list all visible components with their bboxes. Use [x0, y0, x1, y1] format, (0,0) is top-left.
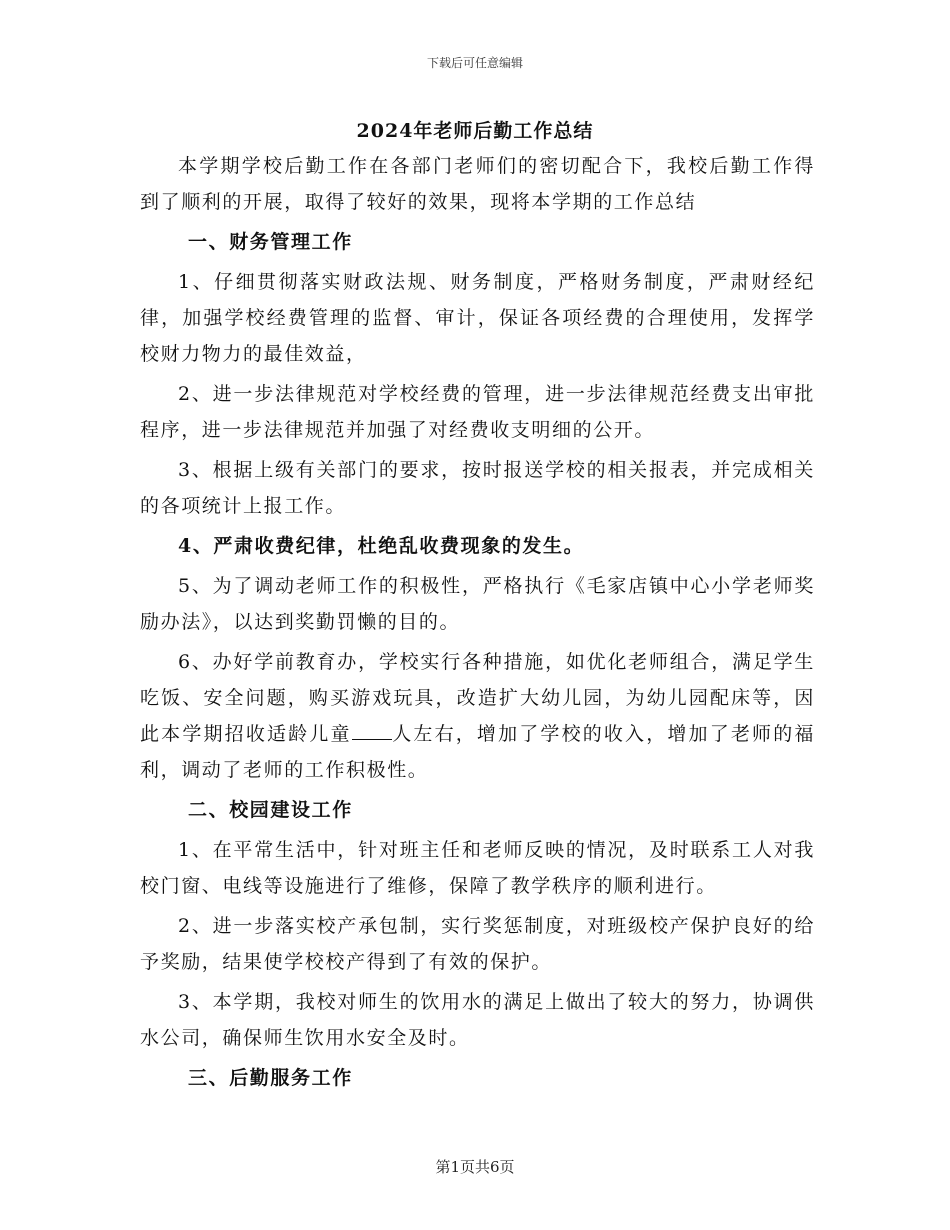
campus-item-2: 2、进一步落实校产承包制，实行奖惩制度，对班级校产保护良好的给予奖励，结果使学校校产得到了有效的保护。 [140, 915, 815, 973]
finance-item-6-part2: 人左右，增加了学校的收入，增加了老师的福利，调动了老师的工作积极性。 [140, 723, 815, 781]
finance-item-2: 2、进一步法律规范对学校经费的管理，进一步法律规范经费支出审批程序，进一步法律规范并加强了对经费收支明细的公开。 [140, 383, 815, 441]
section-heading-campus: 二、校园建设工作 [188, 799, 353, 821]
finance-item-1: 1、仔细贯彻落实财政法规、财务制度，严格财务制度，严肃财经纪律，加强学校经费管理的监督、审计，保证各项经费的合理使用，发挥学校财力物力的最佳效益， [140, 271, 815, 365]
section-heading-service: 三、后勤服务工作 [188, 1067, 353, 1089]
finance-item-3: 3、根据上级有关部门的要求，按时报送学校的相关报表，并完成相关的各项统计上报工作。 [140, 459, 815, 517]
finance-item-4: 4、严肃收费纪律，杜绝乱收费现象的发生。 [178, 535, 585, 557]
page-footer: 第1页共6页 [435, 1158, 515, 1176]
finance-item-5: 5、为了调动老师工作的积极性，严格执行《毛家店镇中心小学老师奖励办法》，以达到奖勤罚懒的目的。 [140, 575, 815, 633]
document-title: 2024年老师后勤工作总结 [356, 120, 594, 142]
campus-item-3: 3、本学期，我校对师生的饮用水的满足上做出了较大的努力，协调供水公司，确保师生饮用水安全及时。 [140, 991, 815, 1049]
finance-item-6 [140, 644, 815, 788]
header-note: 下载后可任意编辑 [426, 56, 523, 70]
intro-paragraph: 本学期学校后勤工作在各部门老师们的密切配合下，我校后勤工作得到了顺利的开展，取得了较好的效果，现将本学期的工作总结 [140, 155, 815, 213]
section-heading-finance: 一、财务管理工作 [188, 231, 353, 253]
document-body [140, 148, 815, 1100]
fill-in-blank [352, 721, 392, 740]
finance-item-6-part1: 6、办好学前教育办，学校实行各种措施，如优化老师组合，满足学生吃饭、安全问题，购买游戏玩具，改造扩大幼儿园，为幼儿园配床等，因此本学期招收适龄儿童 [140, 651, 815, 745]
campus-item-1: 1、在平常生活中，针对班主任和老师反映的情况，及时联系工人对我校门窗、电线等设施进行了维修，保障了教学秩序的顺利进行。 [140, 839, 815, 897]
